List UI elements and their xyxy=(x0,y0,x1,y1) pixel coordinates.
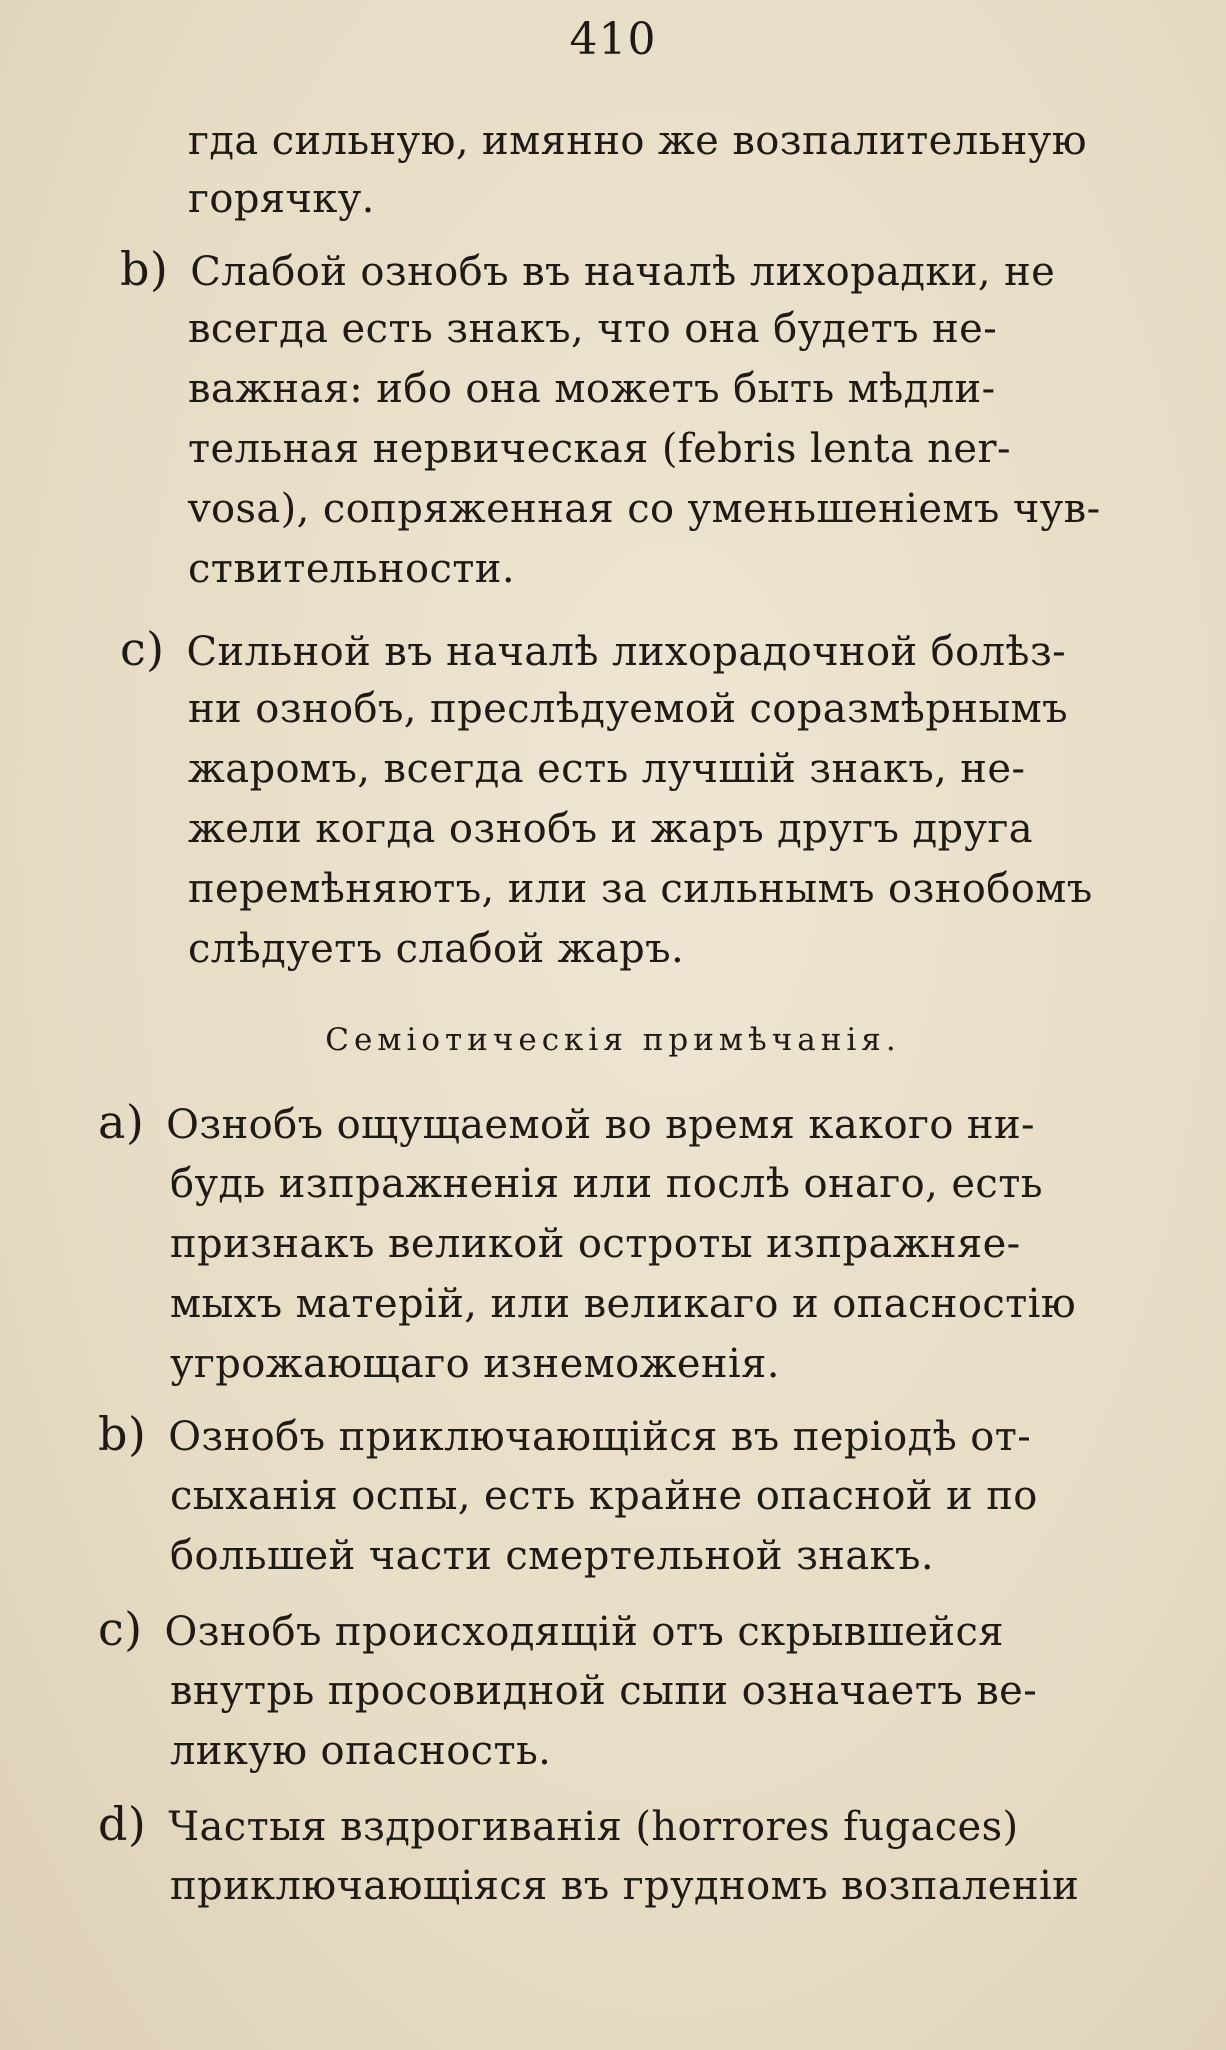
item-marker: b) xyxy=(98,1407,147,1461)
note-c-first-line xyxy=(98,1602,1188,1656)
text-line: большей части смертельной знакъ. xyxy=(170,1533,934,1579)
text-line: мыхъ матерій, или великаго и опасностію xyxy=(170,1281,1077,1327)
text-line: Ознобъ ощущаемой во время какого ни- xyxy=(166,1102,1035,1148)
text-line: Сильной въ началѣ лихорадочной болѣз- xyxy=(186,629,1067,675)
text-line: тельная нервическая (febris lenta ner- xyxy=(188,426,1011,472)
item-marker: c) xyxy=(98,1602,143,1656)
text-line: признакъ великой остроты изпражняе- xyxy=(170,1221,1021,1267)
text-line: гда сильную, имянно же возпалительную xyxy=(188,118,1087,164)
list-item-c-first-line xyxy=(120,622,1190,676)
text-line: всегда есть знакъ, что она будетъ не- xyxy=(188,306,998,352)
item-marker: a) xyxy=(98,1095,145,1149)
text-line: слѣдуетъ слабой жаръ. xyxy=(188,926,685,972)
text-line: Ознобъ приключающійся въ періодѣ от- xyxy=(168,1414,1032,1460)
note-b-first-line xyxy=(98,1407,1188,1461)
text-line: vosa), сопряженная со уменьшеніемъ чув- xyxy=(188,486,1101,532)
note-d-first-line xyxy=(98,1797,1188,1851)
text-line: жели когда ознобъ и жаръ другъ друга xyxy=(188,806,1034,852)
text-line: приключающіяся въ грудномъ возпаленіи xyxy=(170,1863,1080,1909)
text-line: Слабой ознобъ въ началѣ лихорадки, не xyxy=(190,249,1056,295)
item-marker: b) xyxy=(120,242,169,296)
note-a-first-line xyxy=(98,1095,1188,1149)
page-number: 410 xyxy=(569,14,657,65)
section-heading: Семіотическія примѣчанія. xyxy=(325,1022,901,1058)
text-line: Частыя вздрогиванія (horrores fugaces) xyxy=(168,1804,1019,1850)
text-line: ни ознобъ, преслѣдуемой соразмѣрнымъ xyxy=(188,686,1068,732)
text-line: будь изпражненія или послѣ онаго, есть xyxy=(170,1161,1043,1207)
text-line: перемѣняютъ, или за сильнымъ ознобомъ xyxy=(188,866,1093,912)
item-marker: c) xyxy=(120,622,165,676)
text-line: внутрь просовидной сыпи означаетъ ве- xyxy=(170,1668,1038,1714)
text-line: Ознобъ происходящій отъ скрывшейся xyxy=(164,1609,1004,1655)
text-line: жаромъ, всегда есть лучшій знакъ, не- xyxy=(188,746,1026,792)
text-line: сыханія оспы, есть крайне опасной и по xyxy=(170,1473,1038,1519)
list-item-b-first-line xyxy=(120,242,1190,296)
text-line: ликую опасность. xyxy=(170,1728,552,1774)
item-marker: d) xyxy=(98,1797,147,1851)
text-line: угрожающаго изнеможенія. xyxy=(170,1341,780,1387)
text-line: ствительности. xyxy=(188,546,515,592)
text-line: важная: ибо она можетъ быть мѣдли- xyxy=(188,366,996,412)
text-line: горячку. xyxy=(188,176,375,222)
